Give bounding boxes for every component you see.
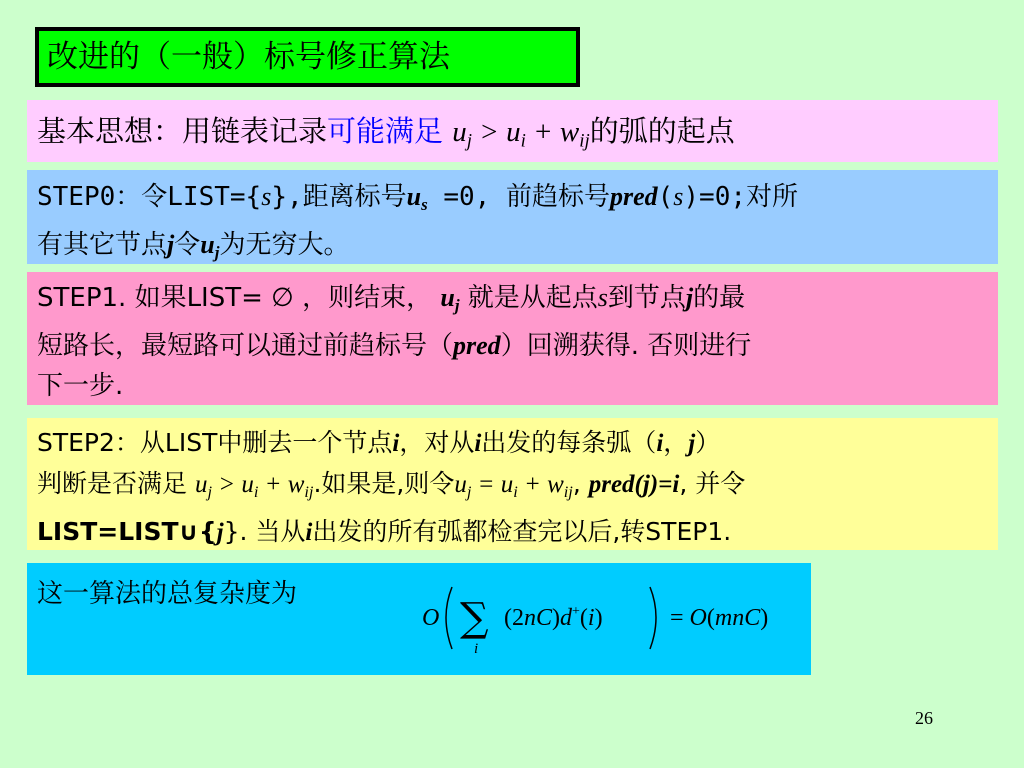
- basic-idea-box: [27, 100, 998, 162]
- page-number: 26: [915, 708, 933, 728]
- formula-O-left: O: [422, 605, 440, 631]
- formula-sum-index: i: [474, 641, 479, 657]
- complexity-box: [27, 563, 811, 675]
- step0-line2: 有其它节点j令$u_j$为无穷大。: [37, 230, 350, 263]
- title-box: [35, 27, 580, 87]
- step2-line1: STEP2：从LIST中删去一个节点i，对从i出发的每条弧（i，j）: [37, 428, 721, 457]
- idea-suffix: 的弧的起点: [589, 114, 735, 148]
- idea-highlight: 可能满足: [327, 114, 444, 148]
- step1-line3: 下一步.: [37, 371, 124, 402]
- step1-line2: 短路长，最短路可以通过前趋标号（pred）回溯获得. 否则进行: [37, 331, 752, 362]
- step2-box: [27, 418, 998, 550]
- complexity-text: 这一算法的总复杂度为: [37, 579, 298, 609]
- step0-line1: STEP0：令LIST={s},距离标号$u_s =0$, 前趋标号pred(s)=0;对所: [37, 182, 799, 215]
- step0-box: [27, 170, 998, 264]
- step2-line3: LIST=LIST∪{j}. 当从i出发的所有弧都检查完以后,转STEP1.: [37, 516, 732, 546]
- slide-title: 改进的（一般）标号修正算法: [39, 31, 576, 83]
- step2-line2: 判断是否满足 $u_j > u_i + w_{ij}$.如果是,则令$u_j = u_i + w_{ij}$, pred(j)=i, 并令: [37, 469, 746, 501]
- step1-line1: STEP1. 如果LIST= ∅ ，则结束， $u_j$ 就是从起点s到节点j的最: [37, 283, 746, 316]
- idea-condition: $u_j > u_i + w_{ij}$: [452, 116, 590, 152]
- formula-right-paren: [650, 587, 656, 649]
- formula-left-paren: [446, 587, 452, 649]
- formula-body: (2nC)d+(i): [504, 604, 603, 631]
- step1-box: [27, 272, 998, 405]
- complexity-formula: [422, 577, 802, 657]
- idea-prefix: 基本思想：用链表记录: [37, 114, 328, 148]
- formula-rhs: = O(mnC): [670, 605, 769, 631]
- formula-sum-icon: ∑: [460, 595, 489, 641]
